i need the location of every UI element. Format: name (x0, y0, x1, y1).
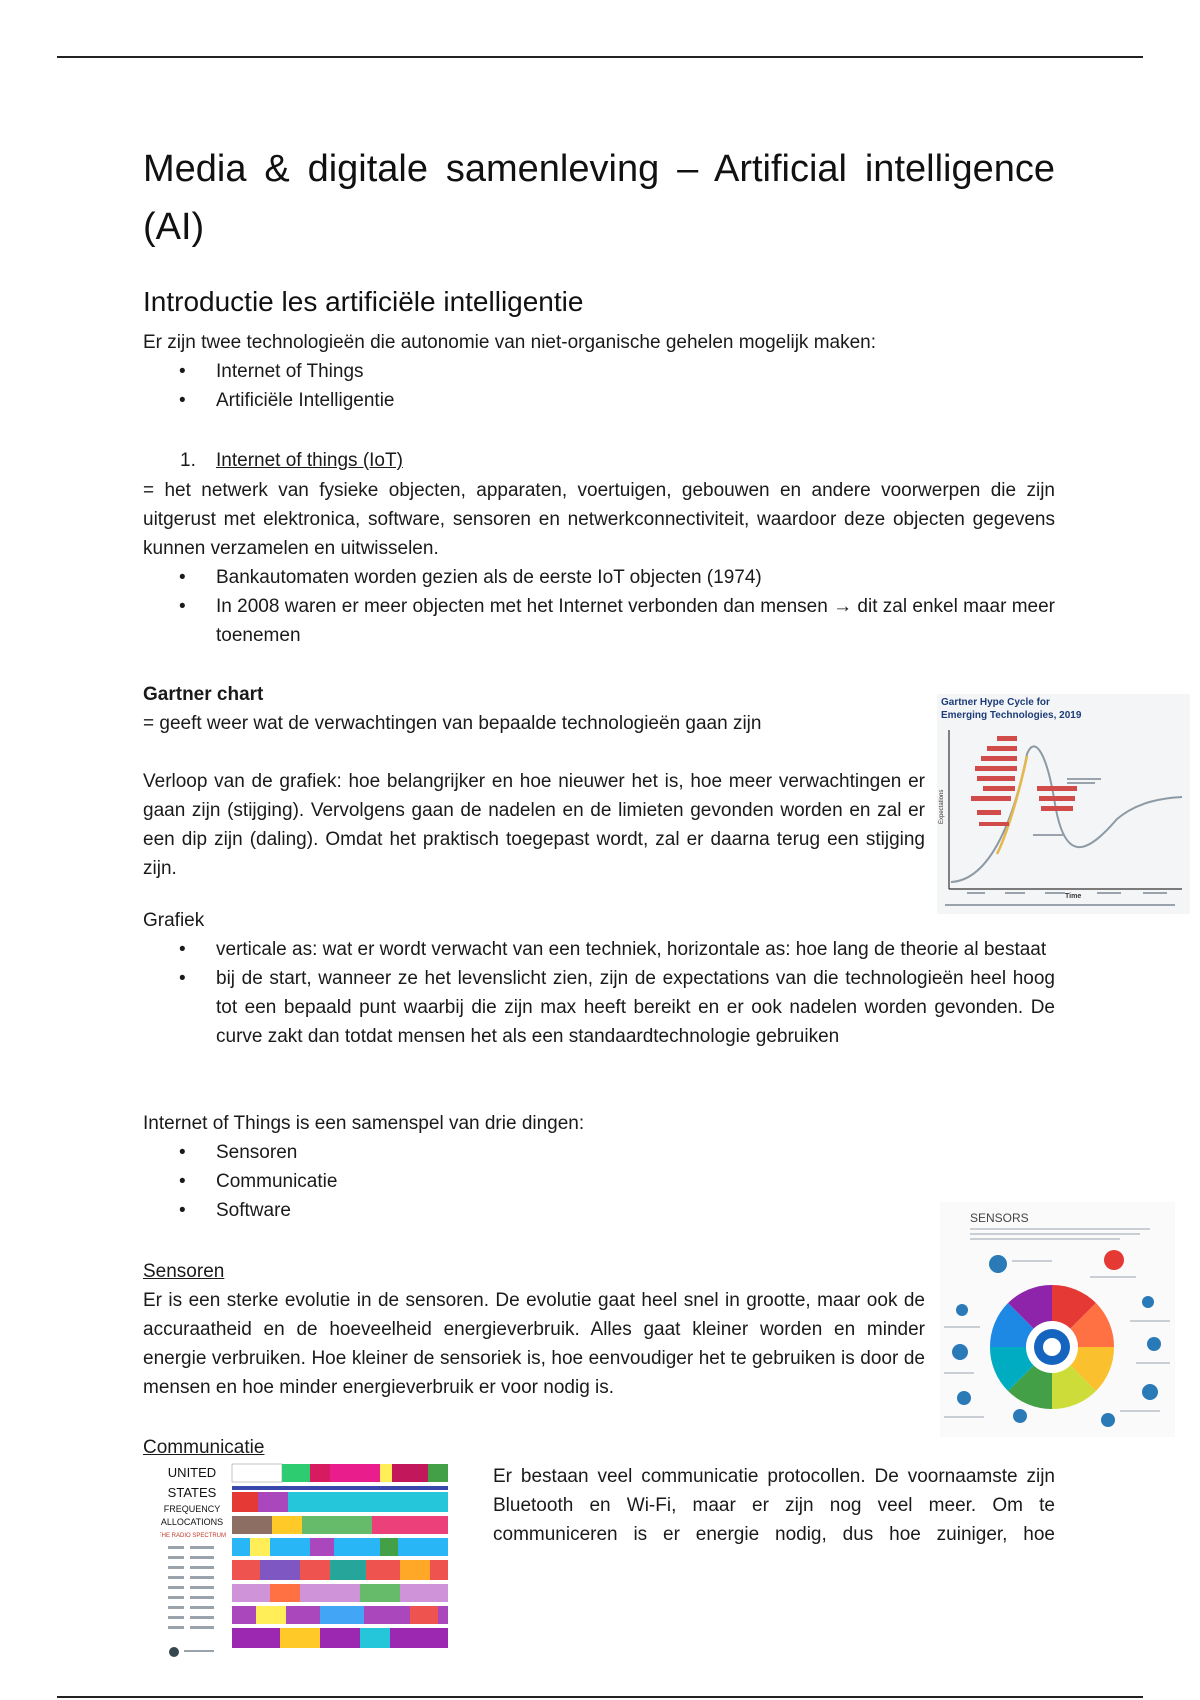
list-item: • Bankautomaten worden gezien als de eerste IoT objecten (1974) (143, 563, 1055, 592)
hype-ylabel: Expectations (939, 789, 945, 824)
frequency-bands (232, 1464, 448, 1648)
hype-xlabel: Time (1065, 893, 1082, 900)
iot-list (143, 563, 1055, 650)
iot-definition: = het netwerk van fysieke objecten, apparaten, voertuigen, gebouwen en andere voorwerpen die zijn uitgerust met elektronica, software, sensoren en netwerkconnectiviteit, waardoor deze objecten gegevens kunnen verzamelen en uitwisselen. (143, 480, 1055, 559)
gartner-definition: = geeft weer wat de verwachtingen van bepaalde technologieën gaan zijn (143, 713, 762, 734)
intro-section (143, 328, 1055, 415)
list-item: • verticale as: wat er wordt verwacht van een techniek, horizontale as: hoe lang de theorie al bestaat (143, 935, 1055, 964)
grafiek-section (143, 906, 1055, 1051)
list-item: • bij de start, wanneer ze het levenslicht zien, zijn de expectations van die technologieën heel hoog tot een bepaald punt waarbij die zijn max heeft bereikt en er ook nadelen worden gevonden. De curve zakt dan totdat mensen het als een standaardtechnologie gebruiken (143, 964, 1055, 1051)
gartner-section (143, 680, 925, 883)
sensors-image-title: SENSORS (970, 1211, 1029, 1225)
sensor-color-wheel (990, 1285, 1114, 1409)
freq-line-2: STATES (167, 1485, 217, 1500)
iot-number: 1. (180, 450, 196, 471)
sensoren-text: Er is een sterke evolutie in de sensoren. De evolutie gaat heel snel in grootte, maar ook de accuraatheid en de hoeveelheid energieverbruik. Alles gaat kleiner worden en minder energie verbruiken. Hoe kleiner de sensoriek is, hoe eenvoudiger het te gebruiken is door de mensen en hoe minder energieverbruik er voor nodig is. (143, 1290, 925, 1398)
freq-line-3: FREQUENCY (163, 1504, 221, 1514)
hype-cycle-graphic (937, 694, 1190, 914)
list-item: • Communicatie (143, 1167, 1055, 1196)
samenspel-text: Internet of Things is een samenspel van drie dingen: (143, 1113, 585, 1134)
list-item: • Sensoren (143, 1138, 1055, 1167)
page-title: Media & digitale samenleving – Artificial intelligence (AI) (143, 148, 1055, 248)
frequency-allocations-image (160, 1462, 470, 1662)
hype-title-2: Emerging Technologies, 2019 (941, 710, 1082, 721)
freq-line-5: THE RADIO SPECTRUM (160, 1533, 227, 1539)
freq-line-4: ALLOCATIONS (160, 1517, 224, 1527)
footer-rule (57, 1696, 1143, 1698)
sensors-graphic (940, 1202, 1175, 1437)
intro-text: Er zijn twee technologieën die autonomie van niet-organische gehelen mogelijk maken: (143, 332, 877, 353)
intro-heading: Introductie les artificiële intelligentie (143, 286, 584, 317)
communicatie-text: Er bestaan veel communicatie protocollen. De voornaamste zijn Bluetooth en Wi-Fi, maar er zijn nog veel meer. Om te communiceren is er energie nodig, dus hoe zuiniger, hoe (493, 1466, 1055, 1545)
samenspel-list (143, 1138, 1055, 1225)
iot-heading: Internet of things (IoT) (216, 450, 403, 471)
grafiek-label: Grafiek (143, 910, 205, 931)
samenspel-section (143, 1109, 1055, 1225)
list-item: • In 2008 waren er meer objecten met het Internet verbonden dan mensen → dit zal enkel maar meer toenemen (143, 592, 1055, 650)
header-rule (57, 56, 1143, 58)
gartner-heading: Gartner chart (143, 684, 264, 705)
list-item: • Software (143, 1196, 1055, 1225)
list-item: • Internet of Things (143, 357, 1055, 386)
gartner-hype-cycle-image (937, 694, 1190, 914)
frequency-chart-graphic (160, 1462, 470, 1662)
communicatie-heading-row (143, 1433, 1055, 1462)
sensors-image (940, 1202, 1175, 1437)
gartner-verloop: Verloop van de grafiek: hoe belangrijker en hoe nieuwer het is, hoe meer verwachtingen er gaan zijn (stijging). Vervolgens gaan de nadelen en de limieten gevonden worden en zal er een dip zijn (daling). Omdat het praktisch toegepast wordt, zal er daarna terug een stijging zijn. (143, 771, 925, 879)
iot-section (143, 476, 1055, 650)
hype-title-1: Gartner Hype Cycle for (941, 697, 1050, 708)
communicatie-heading: Communicatie (143, 1437, 265, 1458)
sensoren-section (143, 1257, 925, 1402)
grafiek-list (143, 935, 1055, 1051)
sensoren-heading: Sensoren (143, 1261, 225, 1282)
communicatie-section (493, 1462, 1055, 1549)
list-item: • Artificiële Intelligentie (143, 386, 1055, 415)
intro-list (143, 357, 1055, 415)
freq-line-1: UNITED (167, 1465, 217, 1480)
